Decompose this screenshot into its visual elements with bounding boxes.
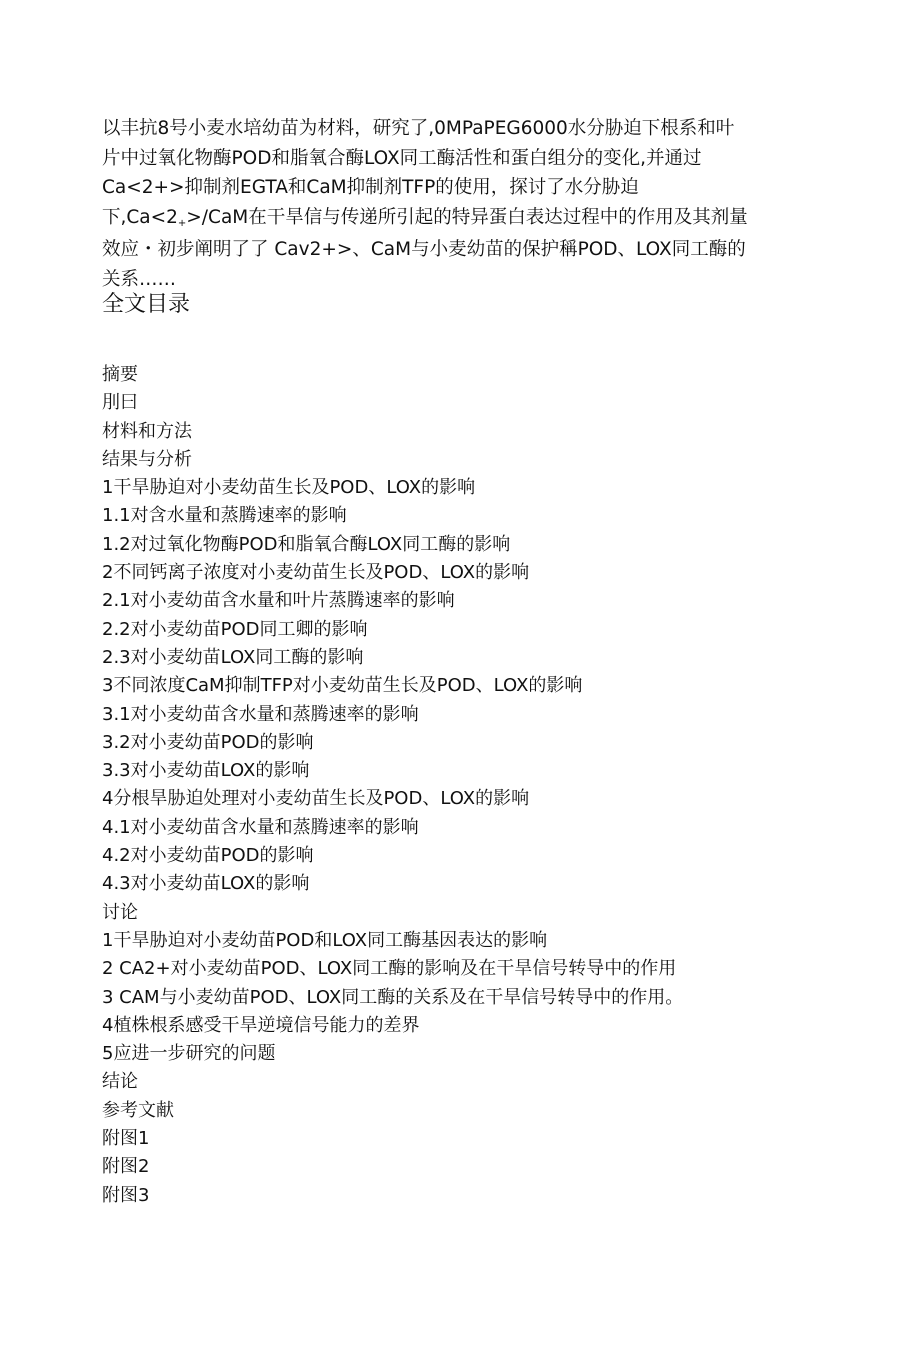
abstract-paragraph [102, 114, 802, 294]
toc-item[interactable]: 材料和方法 [102, 420, 192, 442]
abstract-line: 关系…… [102, 268, 177, 290]
table-of-contents [102, 361, 822, 1210]
toc-item[interactable]: 附图1 [102, 1128, 150, 1150]
toc-item[interactable]: 4.2对小麦幼苗POD的影响 [102, 845, 314, 867]
toc-item[interactable]: 附图2 [102, 1156, 150, 1178]
toc-item[interactable]: 4.1对小麦幼苗含水量和蒸腾速率的影响 [102, 816, 419, 838]
toc-item[interactable]: 5应进一步研究的问题 [102, 1043, 276, 1065]
toc-title: 全文目录 [102, 292, 191, 317]
toc-item[interactable]: 1.1对含水量和蒸腾速率的影响 [102, 505, 347, 527]
abstract-line: 效应・初步阐明了了 Cav2+>、CaM与小麦幼苗的保护稱POD、LOX同工酶的 [102, 239, 746, 260]
toc-item[interactable]: 附图3 [102, 1184, 150, 1206]
toc-item[interactable]: 4植株根系感受干旱逆境信号能力的差界 [102, 1014, 420, 1036]
toc-item[interactable]: 2.2对小麦幼苗POD同工卿的影响 [102, 618, 368, 640]
toc-item[interactable]: 刖曰 [102, 392, 138, 414]
toc-item[interactable]: 结果与分析 [102, 448, 192, 470]
abstract-line: Ca<2+>抑制剂EGTA和CaM抑制剂TFP的使用，探讨了水分胁迫 [102, 177, 639, 198]
toc-item[interactable]: 摘要 [102, 364, 138, 385]
abstract-line-part: >/CaM在干旱信与传递所引起的特异蛋白表达过程中的作用及其剂量 [186, 206, 748, 228]
abstract-line: 以丰抗8号小麦水培幼苗为材料，研究了,0MPaPEG6000水分胁迫下根系和叶 [102, 118, 735, 139]
toc-item[interactable]: 2不同钙离子浓度对小麦幼苗生长及POD、LOX的影响 [102, 562, 530, 584]
subscript-plus: + [177, 217, 187, 229]
toc-item[interactable]: 讨论 [102, 901, 138, 923]
toc-item[interactable]: 3不同浓度CaM抑制TFP对小麦幼苗生长及POD、LOX的影响 [102, 675, 583, 697]
toc-item[interactable]: 3 CAM与小麦幼苗POD、LOX同工酶的关系及在干旱信号转导中的作用。 [102, 986, 684, 1008]
toc-item[interactable]: 结论 [102, 1071, 138, 1093]
toc-item[interactable]: 3.1对小麦幼苗含水量和蒸腾速率的影响 [102, 703, 419, 725]
toc-item[interactable]: 1.2对过氧化物酶POD和脂氧合酶LOX同工酶的影响 [102, 533, 511, 555]
abstract-line: 片中过氧化物酶POD和脂氧合酶LOX同工酶活性和蛋白组分的变化,并通过 [102, 147, 702, 169]
toc-item[interactable]: 2.3对小麦幼苗LOX同工酶的影响 [102, 646, 364, 668]
toc-item[interactable]: 2.1对小麦幼苗含水量和叶片蒸腾速率的影响 [102, 590, 455, 612]
toc-item[interactable]: 4分根旱胁迫处理对小麦幼苗生长及POD、LOX的影响 [102, 788, 530, 810]
toc-item[interactable]: 1干旱胁迫对小麦幼苗生长及POD、LOX的影响 [102, 477, 476, 499]
toc-item[interactable]: 参考文献 [102, 1099, 174, 1121]
abstract-line-part: 下,Ca<2 [102, 206, 178, 228]
toc-item[interactable]: 2 CA2+对小麦幼苗POD、LOX同工酶的影响及在干旱信号转导中的作用 [102, 958, 677, 980]
abstract-line [102, 203, 802, 236]
toc-item[interactable]: 4.3对小麦幼苗LOX的影响 [102, 873, 310, 895]
toc-item[interactable]: 3.3对小麦幼苗LOX的影响 [102, 760, 310, 782]
toc-item[interactable]: 1干旱胁迫对小麦幼苗POD和LOX同工酶基因表达的影响 [102, 929, 548, 951]
toc-item[interactable]: 3.2对小麦幼苗POD的影响 [102, 731, 314, 753]
